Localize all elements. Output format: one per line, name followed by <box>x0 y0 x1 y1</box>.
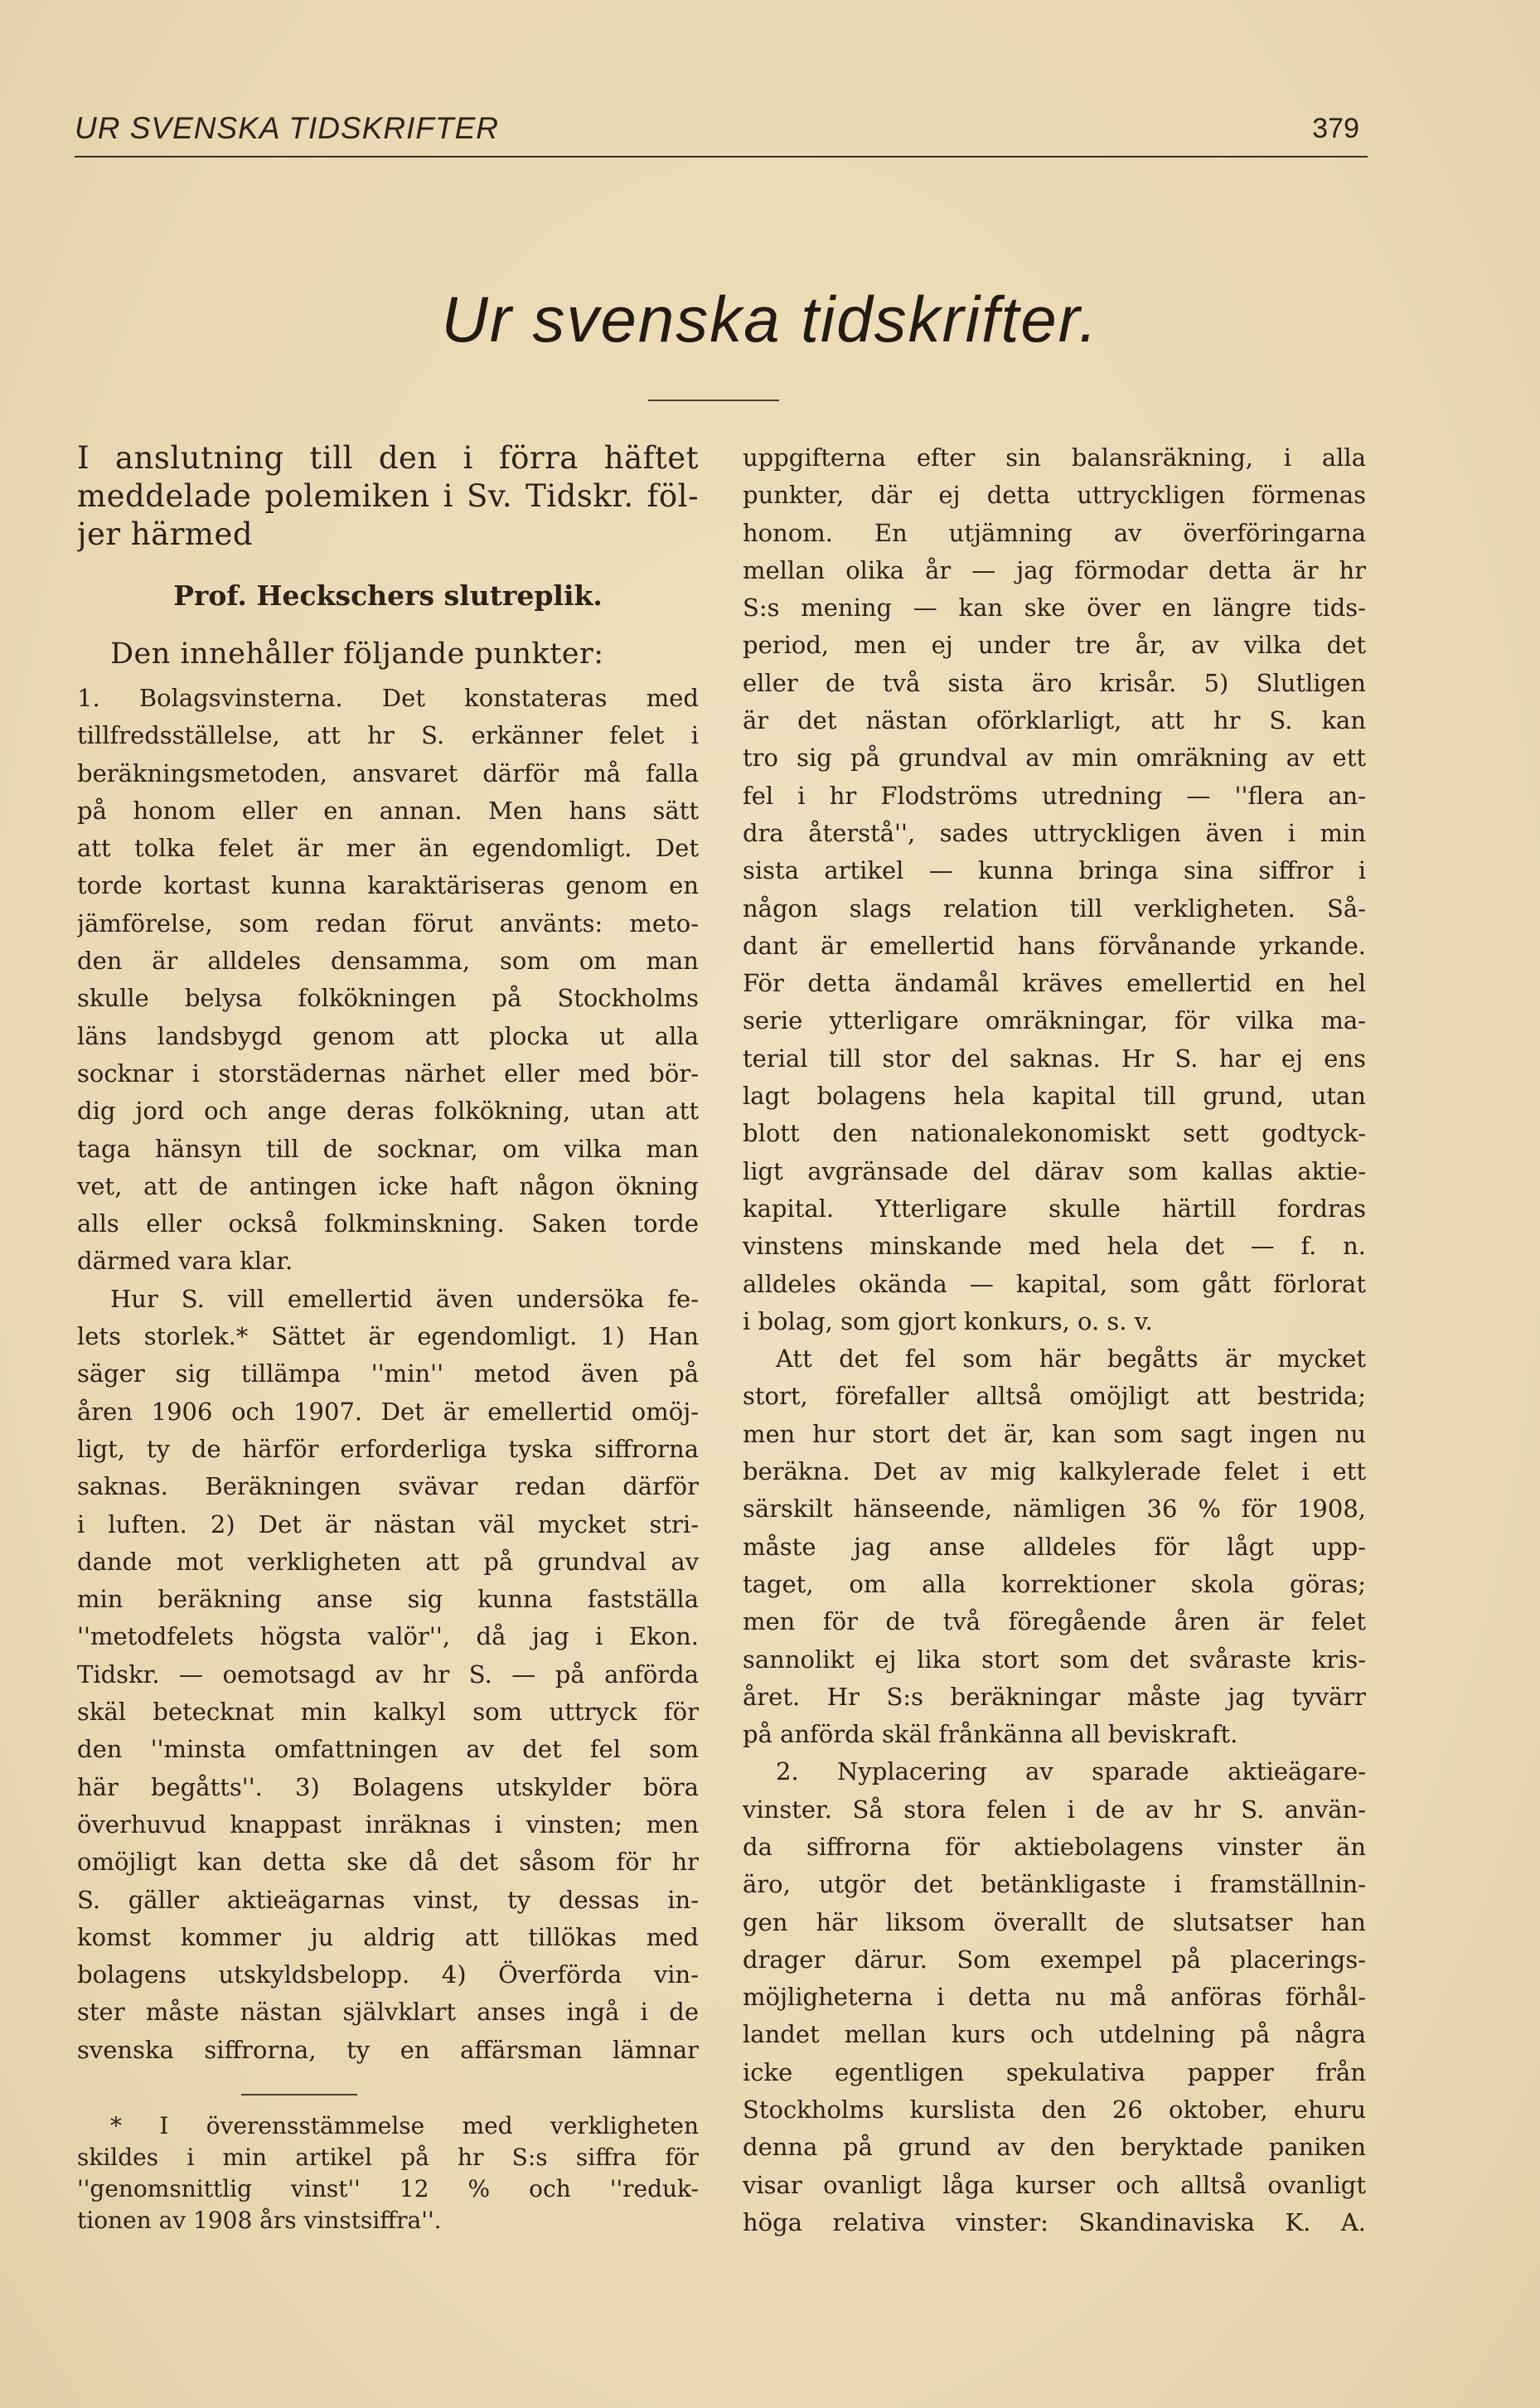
right-column <box>743 439 1366 2241</box>
text-line: den ''minsta omfattningen av det fel som <box>77 1735 699 1764</box>
text-line: att tolka felet är mer än egendomligt. Det <box>77 834 699 863</box>
text-line: särskilt hänseende, nämligen 36 % för 1908, <box>743 1495 1366 1524</box>
article-title: Ur svenska tidskrifter. <box>441 283 1099 356</box>
text-line: är det nästan oförklarligt, att hr S. kan <box>743 706 1366 735</box>
text-line: period, men ej under tre år, av vilka det <box>743 631 1366 660</box>
text-line: äro, utgör det betänkligaste i framställnin- <box>743 1870 1366 1899</box>
text-line: saknas. Beräkningen svävar redan därför <box>77 1472 699 1501</box>
text-line: taga hänsyn till de socknar, om vilka man <box>77 1134 699 1163</box>
text-line: höga relativa vinster: Skandinaviska K. A. <box>743 2207 1366 2236</box>
text-line: tionen av 1908 års vinstsiffra''. <box>77 2206 442 2234</box>
page-number: 379 <box>1312 113 1359 144</box>
title-divider <box>648 400 779 401</box>
text-line: vinstens minskande med hela det — f. n. <box>743 1232 1366 1261</box>
text-line: omöjligt kan detta ske då det såsom för hr <box>77 1848 699 1877</box>
text-line: i bolag, som gjort konkurs, o. s. v. <box>743 1306 1153 1335</box>
text-line: tillfredsställelse, att hr S. erkänner felet i <box>77 721 699 750</box>
text-line: lets storlek.* Sättet är egendomligt. 1) Han <box>77 1322 699 1351</box>
text-line: dande mot verkligheten att på grundval av <box>77 1547 699 1576</box>
text-line: dant är emellertid hans förvånande yrkande. <box>743 931 1366 960</box>
text-line: lagt bolagens hela kapital till grund, utan <box>743 1082 1366 1111</box>
text-line: säger sig tillämpa ''min'' metod även på <box>77 1359 699 1388</box>
text-line: 1. Bolagsvinsterna. Det konstateras med <box>77 684 699 712</box>
text-line: alls eller också folkminskning. Saken torde <box>77 1209 699 1238</box>
text-line: överhuvud knappast inräknas i vinsten; men <box>77 1810 699 1839</box>
text-line: drager därur. Som exempel på placerings- <box>743 1945 1366 1974</box>
text-line: 2. Nyplacering av sparade aktieägare- <box>776 1757 1366 1786</box>
text-line: Tidskr. — oemotsagd av hr S. — på anförda <box>77 1659 699 1689</box>
text-line: fel i hr Flodströms utredning — ''flera an- <box>743 781 1366 810</box>
text-line: i luften. 2) Det är nästan väl mycket stri- <box>77 1509 699 1538</box>
footnote-divider <box>241 2094 357 2095</box>
text-line: S:s mening — kan ske över en längre tids- <box>743 594 1366 623</box>
left-column <box>77 439 699 2236</box>
text-line: ''genomsnittlig vinst'' 12 % och ''reduk- <box>77 2174 699 2202</box>
text-line: men hur stort det är, kan som sagt ingen nu <box>743 1419 1366 1448</box>
text-line: torde kortast kunna karaktäriseras genom en <box>77 871 699 900</box>
text-line: För detta ändamål kräves emellertid en hel <box>743 969 1366 998</box>
text-line: gen här liksom överallt de slutsatser han <box>743 1907 1366 1936</box>
text-line: blott den nationalekonomiskt sett godtyck- <box>743 1119 1366 1148</box>
section-subheading: Den innehåller följande punkter: <box>110 637 604 671</box>
text-line: vinster. Så stora felen i de av hr S. använ- <box>743 1795 1366 1824</box>
text-line: uppgifterna efter sin balansräkning, i alla <box>743 443 1366 472</box>
text-line: svenska siffrorna, ty en affärsman lämnar <box>77 2035 699 2064</box>
text-line: komst kommer ju aldrig att tillökas med <box>77 1922 699 1951</box>
text-line: skäl betecknat min kalkyl som uttryck för <box>77 1698 699 1727</box>
text-line: åren 1906 och 1907. Det är emellertid omöj- <box>77 1397 699 1426</box>
text-line: icke egentligen spekulativa papper från <box>743 2057 1366 2086</box>
text-line: men för de två föregående åren är felet <box>743 1607 1366 1636</box>
text-line: jämförelse, som redan förut använts: meto- <box>77 908 699 938</box>
text-line: jer härmed <box>77 516 254 552</box>
running-head <box>75 106 1368 157</box>
text-line: punkter, där ej detta uttryckligen förmenas <box>743 481 1366 510</box>
text-line: Stockholms kurslista den 26 oktober, ehuru <box>743 2095 1366 2125</box>
footnote <box>77 2110 699 2236</box>
intro-paragraph <box>77 439 699 554</box>
text-line: mellan olika år — jag förmodar detta är hr <box>743 555 1366 584</box>
text-line: kapital. Ytterligare skulle härtill fordras <box>743 1194 1366 1223</box>
text-line: någon slags relation till verkligheten. Så- <box>743 894 1366 923</box>
text-line: eller de två sista äro krisår. 5) Slutligen <box>743 668 1366 697</box>
text-line: stort, förefaller alltså omöjligt att bestrida; <box>743 1382 1366 1411</box>
text-line: ster måste nästan självklart anses ingå i de <box>77 1998 699 2027</box>
text-line: den är alldeles densamma, som om man <box>77 947 699 976</box>
text-line: Att det fel som här begåtts är mycket <box>776 1345 1366 1374</box>
text-line: bolagens utskyldsbelopp. 4) Överförda vin- <box>77 1960 699 1989</box>
text-line: tro sig på grundval av min omräkning av ett <box>743 744 1366 773</box>
text-line: måste jag anse alldeles för lågt upp- <box>743 1532 1366 1561</box>
text-line: året. Hr S:s beräkningar måste jag tyvärr <box>743 1682 1366 1711</box>
text-line: landet mellan kurs och utdelning på några <box>743 2020 1366 2049</box>
section-heading: Prof. Heckschers slutreplik. <box>173 579 603 612</box>
left-body-text <box>77 680 699 2069</box>
text-line: sista artikel — kunna bringa sina siffror i <box>743 856 1366 885</box>
text-line: Hur S. vill emellertid även undersöka fe- <box>110 1284 699 1313</box>
text-line: taget, om alla korrektioner skola göras; <box>743 1569 1366 1598</box>
text-line: läns landsbygd genom att plocka ut alla <box>77 1021 699 1050</box>
text-line: dig jord och ange deras folkökning, utan att <box>77 1097 699 1126</box>
text-line: terial till stor del saknas. Hr S. har ej ens <box>743 1044 1366 1073</box>
text-line: beräkna. Det av mig kalkylerade felet i ett <box>743 1457 1366 1486</box>
text-line: sannolikt ej lika stort som det svåraste kris- <box>743 1645 1366 1674</box>
text-line: ligt, ty de härför erforderliga tyska siffrorna <box>77 1434 699 1463</box>
text-line: vet, att de antingen icke haft någon ökning <box>77 1171 699 1200</box>
text-line: meddelade polemiken i Sv. Tidskr. föl- <box>77 478 699 514</box>
text-line: här begåtts''. 3) Bolagens utskylder böra <box>77 1772 699 1801</box>
text-line: dra återstå'', sades uttryckligen även i min <box>743 818 1366 847</box>
text-line: S. gäller aktieägarnas vinst, ty dessas in- <box>77 1885 699 1914</box>
text-line: min beräkning anse sig kunna fastställa <box>77 1585 699 1614</box>
text-line: skulle belysa folkökningen på Stockholms <box>77 984 699 1013</box>
text-line: denna på grund av den beryktade paniken <box>743 2133 1366 2162</box>
text-line: på anförda skäl frånkänna all beviskraft. <box>743 1720 1238 1749</box>
text-line: da siffrorna för aktiebolagens vinster än <box>743 1832 1366 1861</box>
text-line: på honom eller en annan. Men hans sätt <box>77 796 699 825</box>
text-line: skildes i min artikel på hr S:s siffra för <box>77 2143 699 2171</box>
text-line: ''metodfelets högsta valör'', då jag i Ekon. <box>77 1622 699 1651</box>
text-line: serie ytterligare omräkningar, för vilka ma- <box>743 1006 1366 1035</box>
text-line: alldeles okända — kapital, som gått förlorat <box>743 1269 1366 1298</box>
text-line: möjligheterna i detta nu må anföras förhål- <box>743 1983 1366 2012</box>
text-line: därmed vara klar. <box>77 1247 293 1276</box>
text-line: honom. En utjämning av överföringarna <box>743 518 1366 547</box>
running-title: UR SVENSKA TIDSKRIFTER <box>75 111 499 145</box>
text-line: ligt avgränsade del därav som kallas aktie- <box>743 1156 1366 1185</box>
text-line: visar ovanligt låga kurser och alltså ovanligt <box>743 2170 1366 2199</box>
text-line: * I överensstämmelse med verkligheten <box>110 2111 699 2139</box>
text-line: I anslutning till den i förra häftet <box>77 440 699 476</box>
text-line: beräkningsmetoden, ansvaret därför må falla <box>77 758 699 787</box>
text-line: socknar i storstädernas närhet eller med bör- <box>77 1059 699 1088</box>
